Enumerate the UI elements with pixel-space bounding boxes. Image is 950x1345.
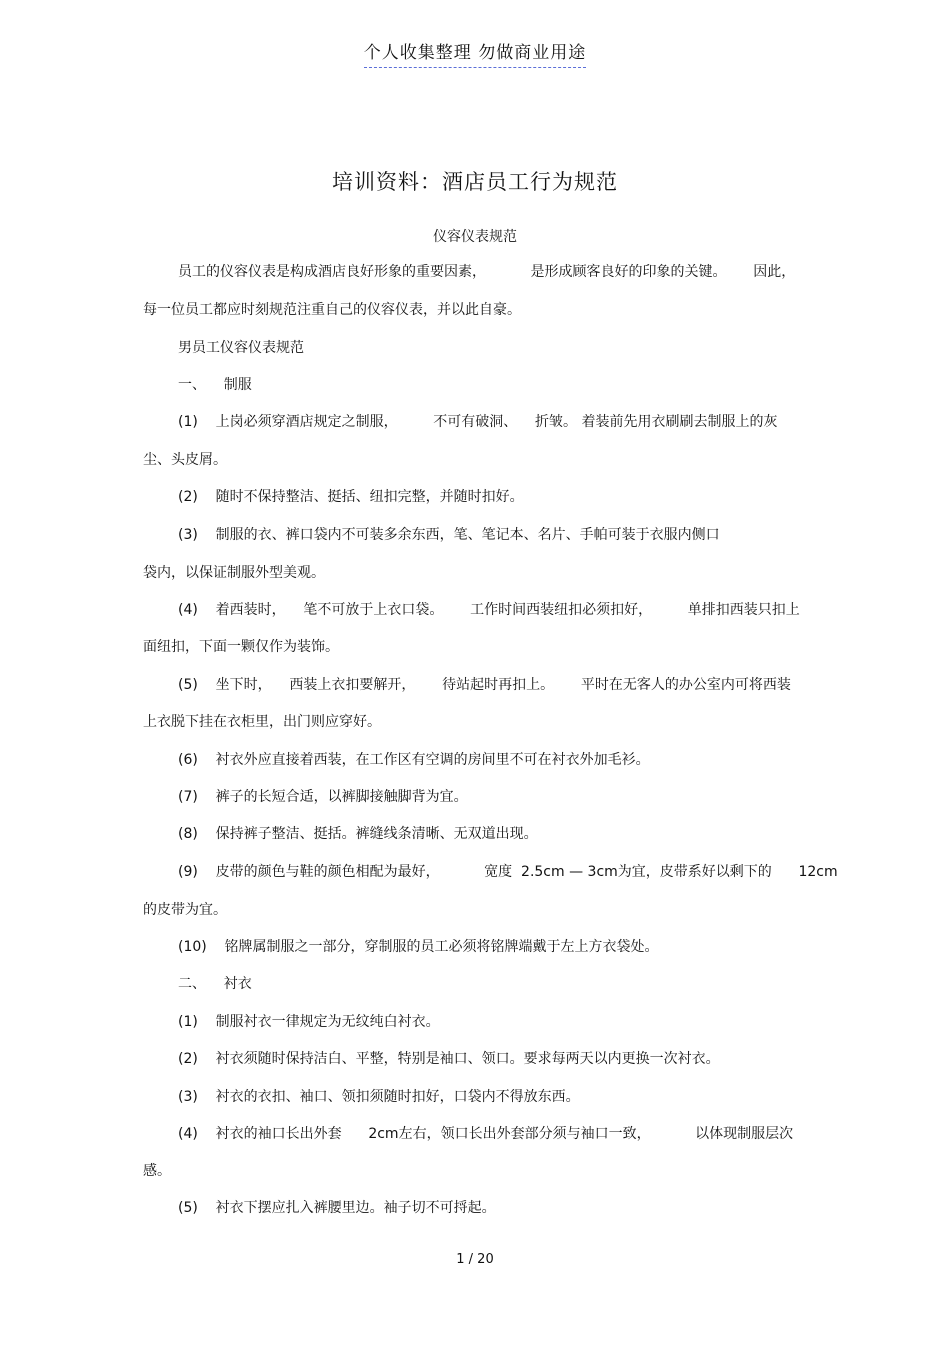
header-text: 个人收集整理 勿做商业用途 <box>364 38 586 68</box>
body-line: (9) 皮带的颜色与鞋的颜色相配为最好， 宽度 2.5cm — 3cm为宜，皮带系好以剩下的 12cm <box>178 864 838 880</box>
body-line: (3) 制服的衣、裤口袋内不可装多余东西，笔、笔记本、名片、手帕可装于衣服内侧口 <box>178 527 720 543</box>
body-line: (8) 保持裤子整洁、挺括。裤缝线条清晰、无双道出现。 <box>178 826 538 842</box>
body-line: 的皮带为宜。 <box>143 902 227 918</box>
section-heading: 二、 衬衣 <box>178 976 252 992</box>
body-line: 袋内，以保证制服外型美观。 <box>143 565 325 581</box>
body-line: 上衣脱下挂在衣柜里，出门则应穿好。 <box>143 714 381 730</box>
body-line: (7) 裤子的长短合适，以裤脚接触脚背为宜。 <box>178 789 468 805</box>
page-header <box>0 38 950 68</box>
page-number: 1 / 20 <box>456 1252 494 1267</box>
section-subtitle: 仪容仪表规范 <box>433 229 517 245</box>
body-line: (4) 着西装时， 笔不可放于上衣口袋。 工作时间西装纽扣必须扣好， 单排扣西装只扣上 <box>178 602 800 618</box>
body-line: 尘、头皮屑。 <box>143 452 227 468</box>
body-line: (3) 衬衣的衣扣、袖口、领扣须随时扣好，口袋内不得放东西。 <box>178 1089 580 1105</box>
body-line: (2) 衬衣须随时保持洁白、平整，特别是袖口、领口。要求每两天以内更换一次衬衣。 <box>178 1051 720 1067</box>
body-line: 感。 <box>143 1163 171 1179</box>
body-line: 男员工仪容仪表规范 <box>178 340 304 356</box>
body-line: 员工的仪容仪表是构成酒店良好形象的重要因素， 是形成顾客良好的印象的关键。 因此， <box>178 264 796 280</box>
body-line: 每一位员工都应时刻规范注重自己的仪容仪表，并以此自豪。 <box>143 302 521 318</box>
body-line: (1) 制服衬衣一律规定为无纹纯白衬衣。 <box>178 1014 440 1030</box>
section-heading: 一、 制服 <box>178 377 252 393</box>
document-title: 培训资料：酒店员工行为规范 <box>332 170 618 194</box>
body-line: (2) 随时不保持整洁、挺括、纽扣完整，并随时扣好。 <box>178 489 524 505</box>
body-line: (1) 上岗必须穿酒店规定之制服， 不可有破洞、 折皱。 着装前先用衣刷刷去制服上的灰 <box>178 414 778 430</box>
body-line: (5) 衬衣下摆应扎入裤腰里边。袖子切不可捋起。 <box>178 1200 496 1216</box>
body-line: (6) 衬衣外应直接着西装，在工作区有空调的房间里不可在衬衣外加毛衫。 <box>178 752 650 768</box>
body-line: (5) 坐下时， 西装上衣扣要解开， 待站起时再扣上。 平时在无客人的办公室内可将西装 <box>178 677 791 693</box>
body-line: (4) 衬衣的袖口长出外套 2cm左右，领口长出外套部分须与袖口一致， 以体现制服层次 <box>178 1126 794 1142</box>
body-line: (10) 铭牌属制服之一部分，穿制服的员工必须将铭牌端戴于左上方衣袋处。 <box>178 939 659 955</box>
body-line: 面纽扣，下面一颗仅作为装饰。 <box>143 639 339 655</box>
